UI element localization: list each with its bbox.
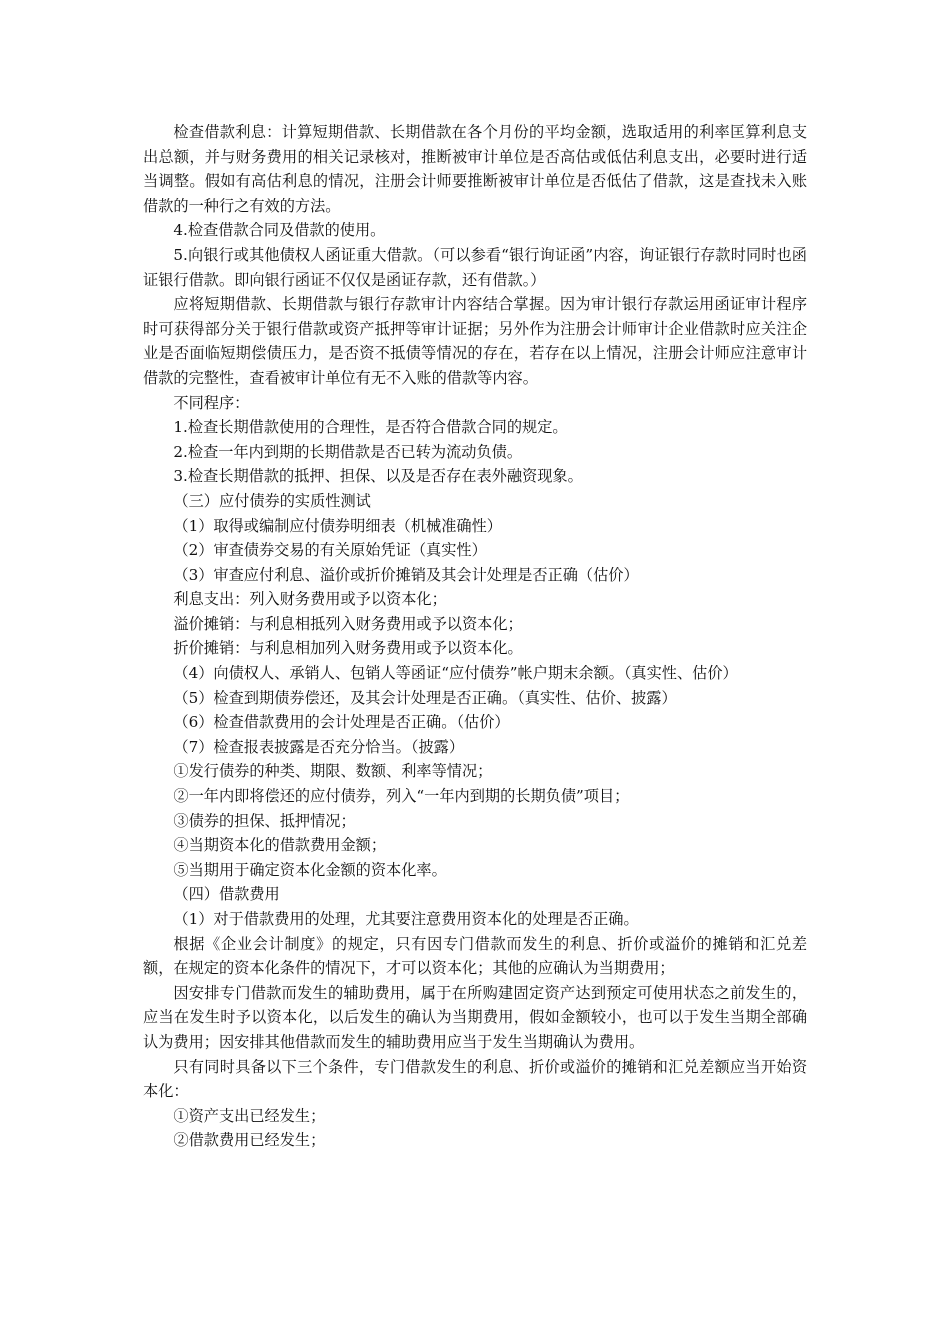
paragraph-disclosure-5: ⑤当期用于确定资本化金额的资本化率。 xyxy=(173,860,447,879)
paragraph-capitalization-conditions: 只有同时具备以下三个条件，专门借款发生的利息、折价或溢价的摊销和汇兑差额应当开始资本化： xyxy=(143,1057,807,1101)
paragraph-combined-audit: 应将短期借款、长期借款与银行存款审计内容结合掌握。因为审计银行存款运用函证审计程序时可获得部分关于银行借款或资产抵押等审计证据；另外作为注册会计师审计企业借款时应关注企业是否面临短期偿债压力，是否资不抵债等情况的存在，若存在以上情况，注册会计师应注意审计借款的完整性，查看被审计单位有无不入账的借款等内容。 xyxy=(143,295,807,387)
paragraph-different-procedures: 不同程序： xyxy=(173,393,250,412)
paragraph-bond-step-6: （6）检查借款费用的会计处理是否正确。（估价） xyxy=(173,713,510,732)
section-heading-borrowing-costs: （四）借款费用 xyxy=(173,885,280,904)
paragraph-discount-amortization: 折价摊销：与利息相加列入财务费用或予以资本化。 xyxy=(173,639,523,658)
paragraph-interest-expense: 利息支出：列入财务费用或予以资本化； xyxy=(173,590,447,609)
paragraph-item-5: 5.向银行或其他债权人函证重大借款。（可以参看“银行询证函”内容，询证银行存款时同时也函证银行借款。即向银行函证不仅仅是函证存款，还有借款。） xyxy=(143,245,807,289)
paragraph-accounting-rules: 根据《企业会计制度》的规定，只有因专门借款而发生的利息、折价或溢价的摊销和汇兑差额，在规定的资本化条件的情况下，才可以资本化；其他的应确认为当期费用； xyxy=(143,934,807,978)
paragraph-disclosure-4: ④当期资本化的借款费用金额； xyxy=(173,836,387,855)
paragraph-procedure-3: 3.检查长期借款的抵押、担保、以及是否存在表外融资现象。 xyxy=(173,467,583,486)
paragraph-borrowing-cost-1: （1）对于借款费用的处理，尤其要注意费用资本化的处理是否正确。 xyxy=(173,910,639,928)
paragraph-premium-amortization: 溢价摊销：与利息相抵列入财务费用或予以资本化； xyxy=(173,614,523,633)
paragraph-bond-step-3: （3）审查应付利息、溢价或折价摊销及其会计处理是否正确（估价） xyxy=(173,565,639,584)
paragraph-procedure-2: 2.检查一年内到期的长期借款是否已转为流动负债。 xyxy=(173,442,523,461)
paragraph-interest-check: 检查借款利息：计算短期借款、长期借款在各个月份的平均金额，选取适用的利率匡算利息支出总额，并与财务费用的相关记录核对，推断被审计单位是否高估或低估利息支出，必要时进行适当调整。假如有高估利息的情况，注册会计师要推断被审计单位是否低估了借款，这是查找未入账借款的一种行之有效的方法。 xyxy=(143,123,807,215)
paragraph-condition-1: ①资产支出已经发生； xyxy=(173,1106,326,1125)
paragraph-disclosure-2: ②一年内即将偿还的应付债券，列入“一年内到期的长期负债”项目； xyxy=(173,787,630,806)
paragraph-bond-step-5: （5）检查到期债券偿还，及其会计处理是否正确。（真实性、估价、披露） xyxy=(173,688,677,707)
paragraph-disclosure-1: ①发行债券的种类、期限、数额、利率等情况； xyxy=(173,762,493,781)
paragraph-bond-step-7: （7）检查报表披露是否充分恰当。（披露） xyxy=(173,737,465,756)
paragraph-condition-2: ②借款费用已经发生； xyxy=(173,1131,326,1150)
section-heading-bonds: （三）应付债券的实质性测试 xyxy=(173,491,371,510)
paragraph-procedure-1: 1.检查长期借款使用的合理性，是否符合借款合同的规定。 xyxy=(173,418,568,437)
paragraph-disclosure-3: ③债券的担保、抵押情况； xyxy=(173,811,356,830)
paragraph-auxiliary-costs: 因安排专门借款而发生的辅助费用，属于在所购建固定资产达到预定可使用状态之前发生的，应当在发生时予以资本化，以后发生的确认为当期费用，假如金额较小，也可以于发生当期全部确认为费用；因安排其他借款而发生的辅助费用应当于发生当期确认为费用。 xyxy=(143,983,807,1051)
paragraph-bond-step-2: （2）审查债券交易的有关原始凭证（真实性） xyxy=(173,541,487,560)
paragraph-item-4: 4.检查借款合同及借款的使用。 xyxy=(173,221,386,240)
paragraph-bond-step-4: （4）向债权人、承销人、包销人等函证“应付债券”帐户期末余额。（真实性、估价） xyxy=(173,664,738,683)
document-body xyxy=(143,120,807,1153)
paragraph-bond-step-1: （1）取得或编制应付债券明细表（机械准确性） xyxy=(173,516,502,535)
